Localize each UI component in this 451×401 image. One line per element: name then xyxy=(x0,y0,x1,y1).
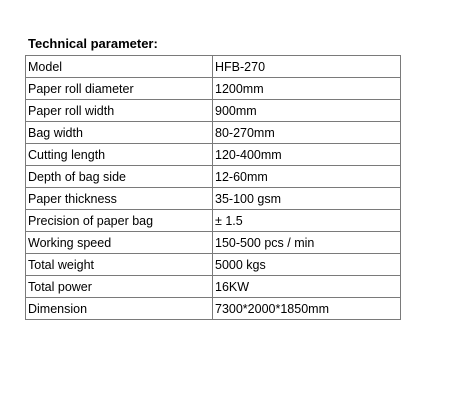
parameter-value: 35-100 gsm xyxy=(213,188,401,210)
table-row xyxy=(26,276,401,298)
parameter-label: Bag width xyxy=(26,122,213,144)
table-row xyxy=(26,56,401,78)
table-row xyxy=(26,78,401,100)
parameter-label: Paper roll width xyxy=(26,100,213,122)
parameter-label: Depth of bag side xyxy=(26,166,213,188)
parameter-value: 12-60mm xyxy=(213,166,401,188)
table-row xyxy=(26,232,401,254)
section-title: Technical parameter: xyxy=(28,36,158,51)
table-row xyxy=(26,122,401,144)
parameter-label: Paper roll diameter xyxy=(26,78,213,100)
parameter-value: ± 1.5 xyxy=(213,210,401,232)
table-row xyxy=(26,144,401,166)
parameter-table-body xyxy=(26,56,401,320)
table-row xyxy=(26,210,401,232)
parameter-value: 120-400mm xyxy=(213,144,401,166)
parameter-value: 1200mm xyxy=(213,78,401,100)
parameter-label: Total weight xyxy=(26,254,213,276)
parameter-label: Working speed xyxy=(26,232,213,254)
technical-parameter-table xyxy=(25,55,401,320)
table-row xyxy=(26,188,401,210)
parameter-value: 5000 kgs xyxy=(213,254,401,276)
parameter-value: 7300*2000*1850mm xyxy=(213,298,401,320)
parameter-label: Dimension xyxy=(26,298,213,320)
table-row xyxy=(26,166,401,188)
parameter-label: Precision of paper bag xyxy=(26,210,213,232)
parameter-value: HFB-270 xyxy=(213,56,401,78)
parameter-value: 150-500 pcs / min xyxy=(213,232,401,254)
parameter-label: Cutting length xyxy=(26,144,213,166)
table-row xyxy=(26,254,401,276)
table-row xyxy=(26,100,401,122)
parameter-value: 80-270mm xyxy=(213,122,401,144)
parameter-label: Paper thickness xyxy=(26,188,213,210)
parameter-label: Model xyxy=(26,56,213,78)
parameter-label: Total power xyxy=(26,276,213,298)
parameter-value: 900mm xyxy=(213,100,401,122)
parameter-value: 16KW xyxy=(213,276,401,298)
table-row xyxy=(26,298,401,320)
